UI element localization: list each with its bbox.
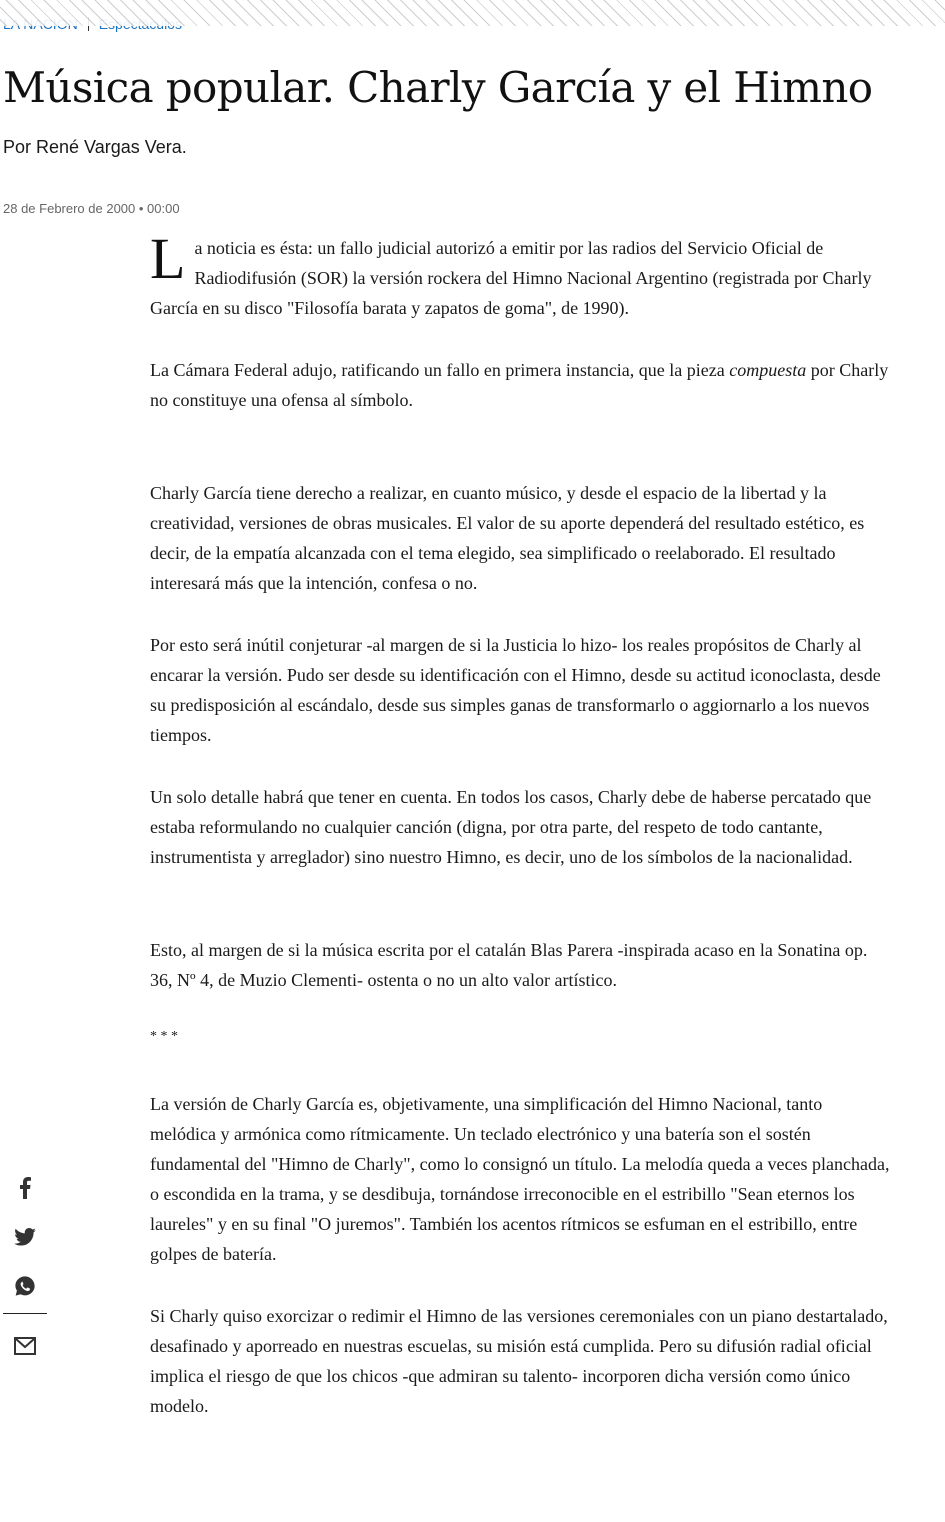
paragraph-text: La Cámara Federal adujo, ratificando un fallo en primera instancia, que la pieza (150, 360, 725, 380)
share-email-button[interactable] (3, 1328, 47, 1364)
whatsapp-icon (14, 1275, 36, 1297)
article-paragraph-5: Un solo detalle habrá que tener en cuenta. En todos los casos, Charly debe de haberse percatado que estaba reformulando no cualquier canción (digna, por otra parte, del respeto de todo cantante, instrumentista y arreglador) sino nuestro Himno, es decir, uno de los símbolos de la nacionalidad. (150, 787, 872, 867)
article-title: Música popular. Charly García y el Himno (3, 63, 873, 112)
article-body (150, 226, 890, 1453)
mail-icon (14, 1337, 36, 1355)
paragraph-text: por Charly no constituye una ofensa al símbolo. (150, 360, 889, 410)
article-paragraph-1 (150, 226, 890, 323)
share-twitter-button[interactable] (3, 1219, 47, 1255)
article-paragraph-2 (150, 355, 890, 415)
facebook-icon (19, 1177, 31, 1199)
section-separator-stars: * * * (150, 1029, 178, 1044)
article-paragraph-3: Charly García tiene derecho a realizar, en cuanto músico, y desde el espacio de la libertad y la creatividad, versiones de obras musicales. El valor de su aporte dependerá del resultado estético, es decir, de la empatía alcanzada con el tema elegido, sea simplificado o reelaborado. El resultado interesará más que la intención, confesa o no. (150, 483, 865, 593)
twitter-icon (14, 1228, 36, 1246)
article-date: 28 de Febrero de 2000 • 00:00 (3, 201, 180, 216)
article-paragraph-7: La versión de Charly García es, objetivamente, una simplificación del Himno Nacional, tanto melódica y armónica como rítmicamente. Un teclado electrónico y una batería son el sostén fundamental del "Himno de Charly", como lo consignó un título. La melodía queda a veces planchada, o escondida en la trama, y se desdibuja, tornándose irreconocible en el estribillo "Sean eternos los laureles" y en su final "O juremos". También los acentos rítmicos se esfuman en el estribillo, entre golpes de batería. (150, 1094, 890, 1264)
drop-cap: L (150, 226, 186, 291)
article-paragraph-8: Si Charly quiso exorcizar o redimir el Himno de las versiones ceremoniales con un piano destartalado, desafinado y aporreado en nuestras escuelas, su misión está cumplida. Pero su difusión radial oficial implica el riesgo de que los chicos -que admiran su talento- incorporen dicha versión como único modelo. (150, 1306, 888, 1416)
top-stripe-overlay (0, 0, 945, 26)
share-facebook-button[interactable] (3, 1170, 47, 1206)
share-whatsapp-button[interactable] (3, 1268, 47, 1304)
share-bar (3, 1170, 47, 1377)
article-paragraph-6: Esto, al margen de si la música escrita por el catalán Blas Parera -inspirada acaso en la Sonatina op. 36, Nº 4, de Muzio Clementi- ostenta o no un alto valor artístico. (150, 940, 868, 990)
share-divider (3, 1313, 47, 1314)
article-byline: Por René Vargas Vera. (3, 137, 187, 157)
article-paragraph-4: Por esto será inútil conjeturar -al margen de si la Justicia lo hizo- los reales propósitos de Charly al encarar la versión. Pudo ser desde su identificación con el Himno, desde su actitud iconoclasta, desde su predisposición al escándalo, desde sus simples ganas de transformarlo o aggiornarlo a los nuevos tiempos. (150, 635, 881, 745)
emphasis-text: compuesta (729, 360, 807, 380)
paragraph-text: a noticia es ésta: un fallo judicial autorizó a emitir por las radios del Servicio Oficial de Radiodifusión (SOR) la versión rockera del Himno Nacional Argentino (registrada por Charly García en su disco "Filosofía barata y zapatos de goma", de 1990). (150, 238, 872, 318)
